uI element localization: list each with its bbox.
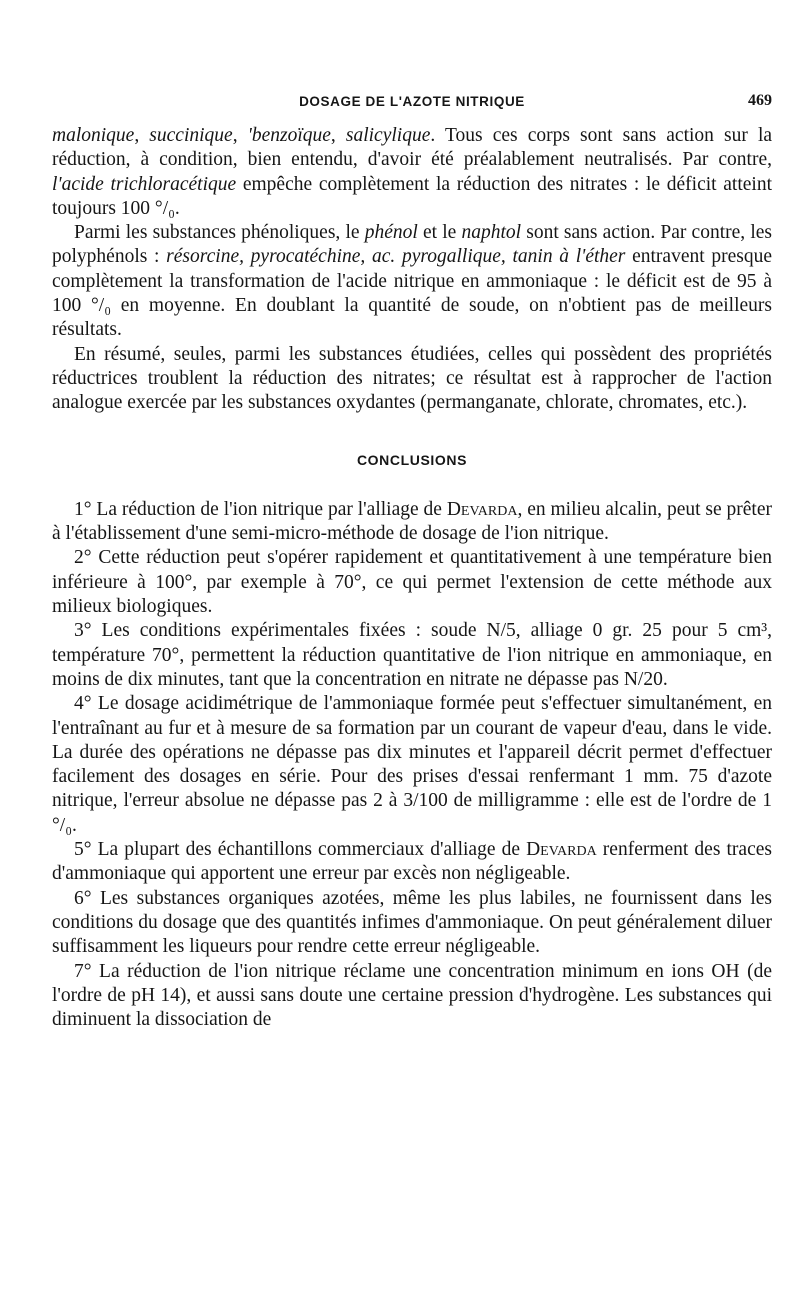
conclusion-4: 4° Le dosage acidimétrique de l'ammoniaque formée peut s'effectuer simultanément, en l'entraînant au fur et à mesure de sa formation par un courant de vapeur d'eau, dans le vide. La durée des opérations ne dépasse pas dix minutes et l'appareil décrit permet d'effectuer facilement des dosages en série. Pour des prises d'essai renfermant 1 mm. 75 d'azote nitrique, l'erreur absolue ne dépasse pas 2 à 3/100 de milligramme : elle est de l'ordre de 1 °/₀. bbox=[52, 693, 772, 836]
conclusion-3: 3° Les conditions expérimentales fixées : soude N/5, alliage 0 gr. 25 pour 5 cm³, température 70°, permettent la réduction quantitative de l'ion nitrique en ammoniaque, en moins de dix minutes, tant que la concentration en nitrate ne dépasse pas N/20. bbox=[52, 620, 772, 690]
devarda-name: Devarda bbox=[526, 839, 597, 861]
conclusion-5-end: renferment des traces d'ammoniaque qui apportent une erreur par excès non négligeable. bbox=[52, 839, 772, 885]
page-body bbox=[52, 124, 772, 1032]
conclusions-heading: CONCLUSIONS bbox=[356, 451, 468, 468]
text-succinique: succinique bbox=[149, 125, 233, 146]
text-phenols-mid: sont sans action. Par contre, les polyphénols : bbox=[52, 222, 772, 268]
text-phenols-start: Parmi les substances phénoliques, le bbox=[74, 222, 365, 244]
paragraph-summary: En résumé, seules, parmi les substances étudiées, celles qui possèdent des propriétés réductrices troublent la réduction des nitrates; ce résultat est à rapprocher de l'action analogue exercée par les substances oxydantes (permanganate, chlorate, chromates, etc.). bbox=[52, 343, 772, 414]
conclusion-5-start: 5° La plupart des échantillons commerciaux d'alliage de bbox=[74, 839, 527, 861]
text-sep-2: , bbox=[232, 125, 248, 146]
text-phenols-end: entravent presque complètement la transformation de l'acide nitrique en ammoniaque : le déficit est de 95 à 100 °/₀ en moyenne. En doublant la quantité de soude, on n'obtient pas de meilleurs résultats. bbox=[52, 246, 773, 341]
text-benzoique: 'benzoïque bbox=[247, 125, 331, 146]
text-naphtol: naphtol bbox=[461, 222, 522, 244]
conclusion-5 bbox=[52, 838, 772, 887]
text-acids-end: empêche complètement la réduction des nitrates : le déficit atteint toujours 100 °/₀. bbox=[52, 173, 772, 219]
paragraph-phenols bbox=[52, 221, 772, 342]
conclusion-1-start: 1° La réduction de l'ion nitrique par l'alliage de bbox=[74, 498, 447, 520]
conclusion-2: 2° Cette réduction peut s'opérer rapidement et quantitativement à une température bien inférieure à 100°, par exemple à 70°, ce qui permet l'extension de cette méthode aux milieux biologiques. bbox=[52, 547, 772, 618]
text-sep-1: , bbox=[134, 125, 150, 146]
running-head bbox=[52, 92, 772, 114]
running-title: DOSAGE DE L'AZOTE NITRIQUE bbox=[299, 94, 525, 109]
text-salicylique: salicylique bbox=[345, 125, 431, 146]
conclusion-7: 7° La réduction de l'ion nitrique réclame une concentration minimum en ions OH (de l'ordre de pH 14), et aussi sans doute une certaine pression d'hydrogène. Les substances qui diminuent la dissociation de bbox=[52, 960, 772, 1031]
text-acids-body: . Tous ces corps sont sans action sur la réduction, à condition, bien entendu, d'avoir été préalablement neutralisés. Par contre, bbox=[52, 125, 773, 171]
text-polyphenols-list: résorcine, pyrocatéchine, ac. pyrogallique, tanin à l'éther bbox=[166, 246, 626, 268]
text-sep-3: , bbox=[330, 125, 346, 146]
devarda-name: Devarda bbox=[446, 498, 518, 520]
conclusion-1 bbox=[52, 498, 772, 547]
conclusion-6: 6° Les substances organiques azotées, même les plus labiles, ne fournissent dans les conditions du dosage que des quantités infimes d'ammoniaque. On peut généralement diluer suffisamment les liqueurs pour rendre cette erreur négligeable. bbox=[52, 887, 772, 958]
page-number: 469 bbox=[748, 92, 772, 109]
text-malonique: malonique bbox=[52, 125, 135, 146]
text-trichloracetique: l'acide trichloracétique bbox=[52, 173, 237, 195]
text-phenol: phénol bbox=[364, 222, 418, 244]
paragraph-acids bbox=[52, 124, 772, 221]
conclusion-1-end: , en milieu alcalin, peut se prêter à l'établissement d'une semi-micro-méthode de dosage de l'ion nitrique. bbox=[52, 498, 772, 545]
text-phenols-and: et le bbox=[417, 222, 462, 244]
